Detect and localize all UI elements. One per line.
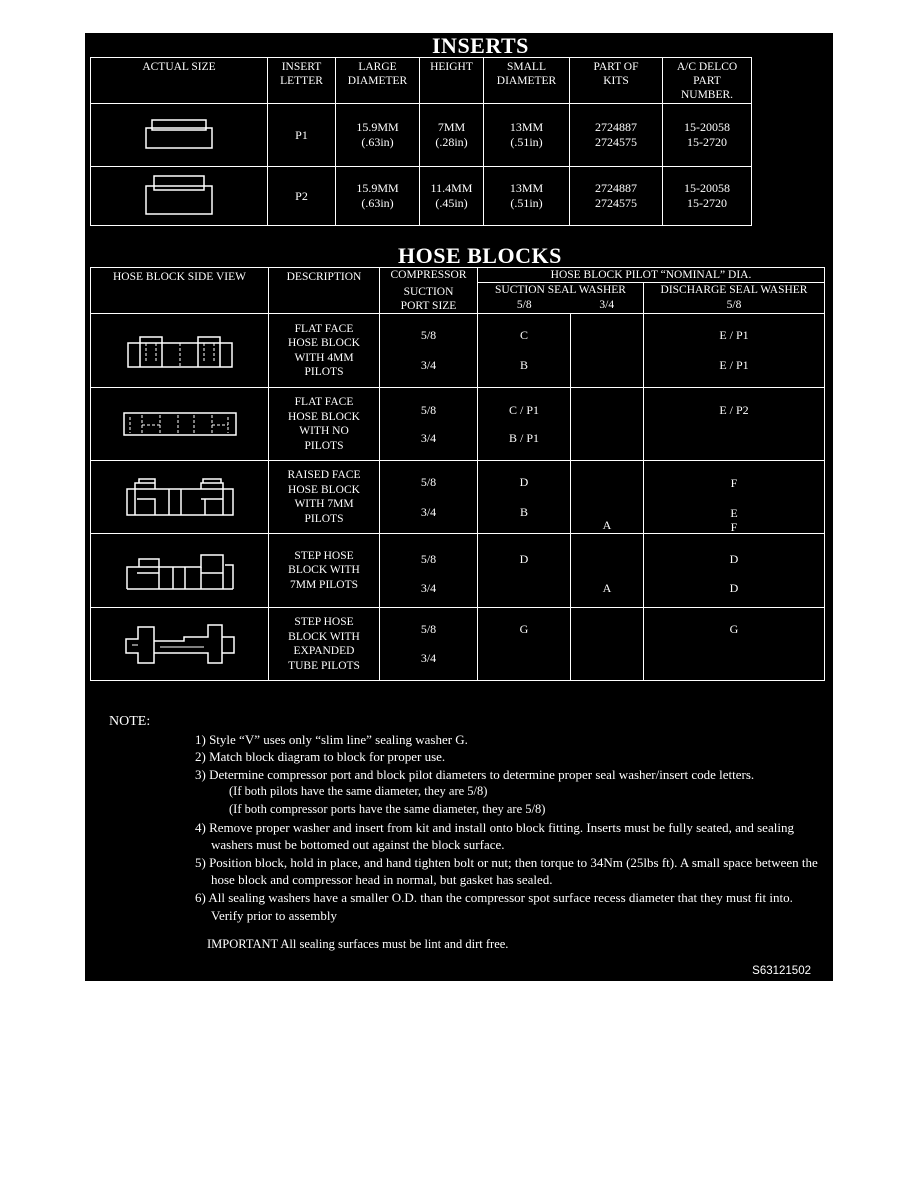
suction-58-codes: G bbox=[478, 608, 571, 681]
insert-letter: P2 bbox=[268, 167, 336, 226]
header-small-diameter: SMALL DIAMETER bbox=[484, 58, 570, 104]
suction-34-codes: A bbox=[571, 461, 644, 534]
note-subitem: (If both compressor ports have the same diameter, they are 5/8) bbox=[229, 801, 546, 816]
note-item: 4) Remove proper washer and insert from kit and install onto block fitting. Inserts must be fully seated, and sealing washers must be bottomed out against the block surface. bbox=[195, 819, 794, 853]
header-insert-letter: INSERT LETTER bbox=[268, 58, 336, 104]
header-side-view: HOSE BLOCK SIDE VIEW bbox=[91, 268, 269, 314]
hose-blocks-table bbox=[90, 267, 825, 681]
header-discharge-58: 5/8 bbox=[644, 298, 825, 314]
note-item: 1) Style “V” uses only “slim line” sealing washer G. bbox=[195, 731, 468, 747]
header-part-number: A/C DELCO PART NUMBER. bbox=[663, 58, 752, 104]
flat-face-no-pilot-block-icon bbox=[122, 411, 238, 437]
header-discharge-washer: DISCHARGE SEAL WASHER bbox=[644, 283, 825, 298]
figure-code: S63121502 bbox=[752, 965, 811, 977]
discharge-58-codes: F E F bbox=[644, 461, 825, 534]
note-item: 6) All sealing washers have a smaller O.D. than the compressor spot surface recess diameter that they must fit into. Verify prior to assembly bbox=[195, 889, 793, 923]
hose-row bbox=[91, 608, 825, 681]
important-note: IMPORTANT All sealing surfaces must be lint and dirt free. bbox=[207, 937, 509, 952]
hose-row bbox=[91, 534, 825, 608]
header-compressor: COMPRESSOR bbox=[380, 268, 478, 283]
notes-label: NOTE: bbox=[109, 714, 151, 729]
hose-description: FLAT FACE HOSE BLOCK WITH NO PILOTS bbox=[269, 388, 380, 461]
insert-height: 7MM (.28in) bbox=[420, 104, 484, 167]
insert-row-p1 bbox=[91, 104, 752, 167]
note-subitem: (If both pilots have the same diameter, they are 5/8) bbox=[229, 784, 488, 799]
insert-large-diameter: 15.9MM (.63in) bbox=[336, 167, 420, 226]
port-sizes: 5/8 3/4 bbox=[380, 608, 478, 681]
suction-34-codes: A bbox=[571, 534, 644, 608]
insert-part-number: 15-20058 15-2720 bbox=[663, 104, 752, 167]
insert-p2-diagram-icon bbox=[144, 174, 214, 218]
header-suction-washer: SUCTION SEAL WASHER bbox=[478, 283, 644, 298]
insert-part-number: 15-20058 15-2720 bbox=[663, 167, 752, 226]
header-actual-size: ACTUAL SIZE bbox=[91, 58, 268, 104]
note-item: 2) Match block diagram to block for proper use. bbox=[195, 749, 446, 765]
note-item: 5) Position block, hold in place, and hand tighten bolt or nut; then torque to 34Nm (25lbs ft). A small space between the hose block and compressor head in normal, but gasket has sealed. bbox=[195, 854, 818, 888]
insert-letter: P1 bbox=[268, 104, 336, 167]
suction-34-codes bbox=[571, 388, 644, 461]
discharge-58-codes: D D bbox=[644, 534, 825, 608]
header-suction-58: 5/8 bbox=[478, 298, 571, 314]
hose-blocks-title: HOSE BLOCKS bbox=[398, 243, 562, 268]
suction-58-codes: D B bbox=[478, 461, 571, 534]
hose-row bbox=[91, 461, 825, 534]
insert-row-p2 bbox=[91, 167, 752, 226]
insert-p1-diagram bbox=[91, 104, 268, 167]
step-expanded-tube-block-icon bbox=[124, 623, 236, 665]
hose-block-diagram bbox=[91, 608, 269, 681]
header-suction-port: SUCTION PORT SIZE bbox=[380, 283, 478, 314]
header-description: DESCRIPTION bbox=[269, 268, 380, 314]
flat-face-4mm-block-icon bbox=[126, 333, 234, 369]
header-pilot-dia: HOSE BLOCK PILOT “NOMINAL” DIA. bbox=[478, 268, 825, 283]
header-large-diameter: LARGE DIAMETER bbox=[336, 58, 420, 104]
insert-kits: 2724887 2724575 bbox=[570, 104, 663, 167]
hose-description: FLAT FACE HOSE BLOCK WITH 4MM PILOTS bbox=[269, 314, 380, 388]
note-item: 3) Determine compressor port and block pilot diameters to determine proper seal washer/insert code letters. bbox=[195, 766, 755, 782]
port-sizes: 5/8 3/4 bbox=[380, 388, 478, 461]
insert-small-diameter: 13MM (.51in) bbox=[484, 167, 570, 226]
port-sizes: 5/8 3/4 bbox=[380, 461, 478, 534]
insert-p2-diagram bbox=[91, 167, 268, 226]
discharge-58-codes: E / P2 bbox=[644, 388, 825, 461]
hose-header-row-1 bbox=[91, 268, 825, 283]
header-suction-34: 3/4 bbox=[571, 298, 644, 314]
step-7mm-block-icon bbox=[125, 551, 235, 591]
hose-row bbox=[91, 314, 825, 388]
suction-34-codes bbox=[571, 608, 644, 681]
insert-p1-diagram-icon bbox=[144, 118, 214, 152]
header-height: HEIGHT bbox=[420, 58, 484, 104]
hose-description: STEP HOSE BLOCK WITH EXPANDED TUBE PILOTS bbox=[269, 608, 380, 681]
insert-large-diameter: 15.9MM (.63in) bbox=[336, 104, 420, 167]
hose-description: RAISED FACE HOSE BLOCK WITH 7MM PILOTS bbox=[269, 461, 380, 534]
hose-block-diagram bbox=[91, 461, 269, 534]
hose-block-diagram bbox=[91, 534, 269, 608]
notes-section bbox=[109, 713, 819, 954]
hose-description: STEP HOSE BLOCK WITH 7MM PILOTS bbox=[269, 534, 380, 608]
port-sizes: 5/8 3/4 bbox=[380, 534, 478, 608]
suction-58-codes: C B bbox=[478, 314, 571, 388]
inserts-table bbox=[90, 57, 752, 226]
inserts-header-row bbox=[91, 58, 752, 104]
hose-block-diagram bbox=[91, 314, 269, 388]
port-sizes: 5/8 3/4 bbox=[380, 314, 478, 388]
suction-58-codes: C / P1 B / P1 bbox=[478, 388, 571, 461]
inserts-title: INSERTS bbox=[432, 33, 529, 58]
insert-height: 11.4MM (.45in) bbox=[420, 167, 484, 226]
insert-kits: 2724887 2724575 bbox=[570, 167, 663, 226]
discharge-58-codes: G bbox=[644, 608, 825, 681]
suction-58-codes: D bbox=[478, 534, 571, 608]
discharge-58-codes: E / P1 E / P1 bbox=[644, 314, 825, 388]
raised-face-7mm-block-icon bbox=[125, 477, 235, 517]
insert-small-diameter: 13MM (.51in) bbox=[484, 104, 570, 167]
figure-panel bbox=[85, 33, 833, 981]
hose-block-diagram bbox=[91, 388, 269, 461]
header-part-of-kits: PART OF KITS bbox=[570, 58, 663, 104]
hose-row bbox=[91, 388, 825, 461]
suction-34-codes bbox=[571, 314, 644, 388]
